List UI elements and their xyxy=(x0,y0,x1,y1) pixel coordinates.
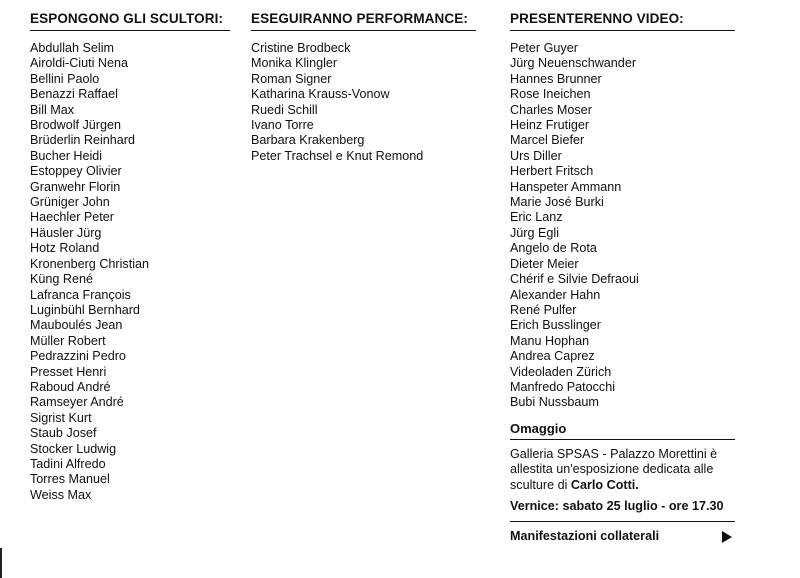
list-item: Estoppey Olivier xyxy=(30,164,122,179)
list-item: Luginbühl Bernhard xyxy=(30,302,140,317)
list-item: Katharina Krauss-Vonow xyxy=(251,87,390,102)
list-item: Eric Lanz xyxy=(510,210,563,225)
omaggio-section xyxy=(510,420,735,515)
list-item: Pedrazzini Pedro xyxy=(30,349,126,364)
list-item: Torres Manuel xyxy=(30,472,110,487)
list-item: Staub Josef xyxy=(30,426,97,441)
omaggio-artist: Carlo Cotti. xyxy=(570,477,639,492)
list-item: Airoldi-Ciuti Nena xyxy=(30,56,128,71)
video-column xyxy=(510,10,735,545)
performance-list xyxy=(251,41,476,164)
list-item: Jürg Neuenschwander xyxy=(510,56,637,71)
arrow-right-icon xyxy=(722,531,732,543)
list-item: Manfredo Patocchi xyxy=(510,379,616,394)
list-item: Tadini Alfredo xyxy=(30,456,106,471)
vernice-info: Vernice: sabato 25 luglio - ore 17.30 xyxy=(510,498,724,513)
list-item: Dieter Meier xyxy=(510,256,579,271)
sculptors-column xyxy=(30,10,230,503)
list-item: Urs Diller xyxy=(510,148,562,163)
list-item: Kronenberg Christian xyxy=(30,256,150,271)
list-item: Bellini Paolo xyxy=(30,71,100,86)
list-item: Ruedi Schill xyxy=(251,102,318,117)
list-item: Videoladen Zürich xyxy=(510,364,612,379)
collaterali-link[interactable] xyxy=(510,529,735,544)
omaggio-title: Omaggio xyxy=(510,420,735,440)
list-item: Manu Hophan xyxy=(510,333,590,348)
list-item: Sigrist Kurt xyxy=(30,410,92,425)
performance-heading: ESEGUIRANNO PERFORMANCE: xyxy=(251,10,476,31)
list-item: Mauboulés Jean xyxy=(30,318,123,333)
list-item: Rose Ineichen xyxy=(510,87,591,102)
list-item: Hanspeter Ammann xyxy=(510,179,622,194)
list-item: Granwehr Florin xyxy=(30,179,121,194)
list-item: Alexander Hahn xyxy=(510,287,601,302)
list-item: Cristine Brodbeck xyxy=(251,41,351,55)
list-item: Barbara Krakenberg xyxy=(251,133,365,148)
list-item: Andrea Caprez xyxy=(510,349,595,364)
list-item: Müller Robert xyxy=(30,333,106,348)
list-item: Heinz Frutiger xyxy=(510,118,590,133)
list-item: Erich Busslinger xyxy=(510,318,601,333)
list-item: Stocker Ludwig xyxy=(30,441,117,456)
sculptors-list xyxy=(30,41,230,503)
list-item: Peter Trachsel e Knut Remond xyxy=(251,148,424,163)
list-item: Lafranca François xyxy=(30,287,131,302)
list-item: Brodwolf Jürgen xyxy=(30,118,122,133)
scan-edge-mark xyxy=(0,548,2,578)
list-item: Benazzi Raffael xyxy=(30,87,118,102)
list-item: Herbert Fritsch xyxy=(510,164,594,179)
list-item: Brüderlin Reinhard xyxy=(30,133,136,148)
video-list xyxy=(510,41,735,411)
list-item: Presset Henri xyxy=(30,364,107,379)
omaggio-description: Galleria SPSAS - Palazzo Morettini è allestita un'esposizione dedicata alle sculture di xyxy=(510,446,718,492)
list-item: Peter Guyer xyxy=(510,41,578,55)
list-item: Hannes Brunner xyxy=(510,71,602,86)
list-item: Chérif e Silvie Defraoui xyxy=(510,272,639,287)
list-item: Angelo de Rota xyxy=(510,241,597,256)
list-item: Bill Max xyxy=(30,102,75,117)
performance-column xyxy=(251,10,476,164)
list-item: Weiss Max xyxy=(30,487,92,502)
list-item: Jürg Egli xyxy=(510,225,559,240)
list-item: Hotz Roland xyxy=(30,241,100,256)
list-item: Grüniger John xyxy=(30,195,110,210)
collaterali-label: Manifestazioni collaterali xyxy=(510,529,660,544)
divider xyxy=(510,521,735,522)
list-item: Bubi Nussbaum xyxy=(510,395,599,410)
list-item: Monika Klingler xyxy=(251,56,338,71)
list-item: Charles Moser xyxy=(510,102,592,117)
list-item: Haechler Peter xyxy=(30,210,114,225)
list-item: Häusler Jürg xyxy=(30,225,102,240)
list-item: Ivano Torre xyxy=(251,118,314,133)
sculptors-heading: ESPONGONO GLI SCULTORI: xyxy=(30,10,230,31)
list-item: Ramseyer André xyxy=(30,395,124,410)
list-item: René Pulfer xyxy=(510,302,577,317)
video-heading: PRESENTERENNO VIDEO: xyxy=(510,10,735,31)
list-item: Roman Signer xyxy=(251,71,332,86)
list-item: Raboud André xyxy=(30,379,111,394)
list-item: Marie José Burki xyxy=(510,195,604,210)
list-item: Marcel Biefer xyxy=(510,133,585,148)
omaggio-text xyxy=(510,447,735,493)
list-item: Küng René xyxy=(30,272,94,287)
list-item: Bucher Heidi xyxy=(30,148,103,163)
list-item: Abdullah Selim xyxy=(30,41,115,55)
